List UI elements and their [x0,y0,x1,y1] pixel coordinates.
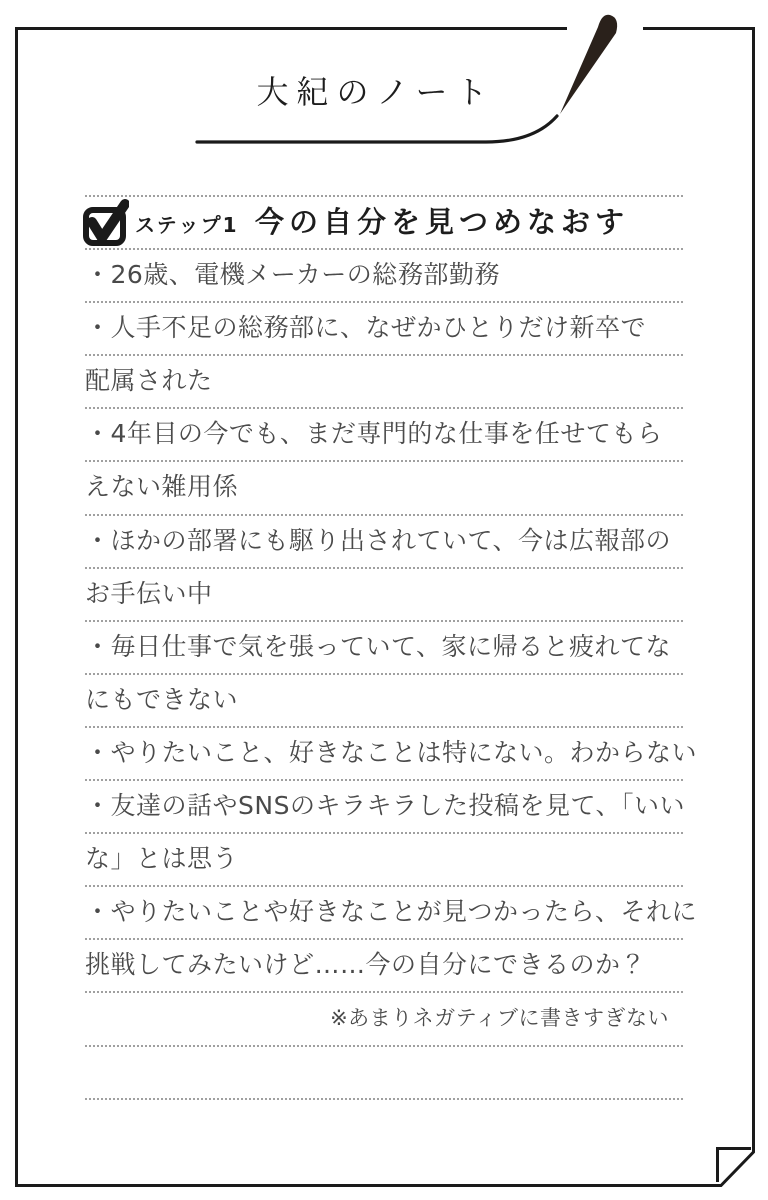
note-line: にもできない [85,675,683,728]
note-line: ・4年目の今でも、まだ専門的な仕事を任せてもら [85,409,683,462]
step-title: 今の自分を見つめなおす [254,205,629,239]
step-heading-row [85,197,683,250]
note-line: ・やりたいことや好きなことが見つかったら、それに [85,887,683,940]
note-line: ・友達の話やSNSのキラキラした投稿を見て、「いい [85,781,683,834]
note-line: 挑戦してみたいけど……今の自分にできるのか？ [85,940,683,993]
pen-icon [560,15,617,114]
checked-checkbox-icon [81,196,129,250]
note-line: な」とは思う [85,834,683,887]
folded-corner [718,1149,752,1183]
note-line: ・毎日仕事で気を張っていて、家に帰ると疲れてな [85,622,683,675]
title-underline [197,116,557,142]
note-line: えない雑用係 [85,462,683,515]
margin-note: ※あまりネガティブに書きすぎない [85,993,683,1046]
note-line: 配属された [85,356,683,409]
note-line: ・やりたいこと、好きなことは特にない。わからない [85,728,683,781]
note-sheet [85,195,698,1100]
empty-note-line [85,1047,683,1100]
note-line: お手伝い中 [85,569,683,622]
note-line: ・ほかの部署にも駆り出されていて、今は広報部の [85,516,683,569]
step-heading [135,197,629,250]
note-line: ・26歳、電機メーカーの総務部勤務 [85,250,683,303]
note-line: ・人手不足の総務部に、なぜかひとりだけ新卒で [85,303,683,356]
step-label: ステップ1 [135,213,239,237]
notebook-title: 大紀のノート [256,73,496,111]
